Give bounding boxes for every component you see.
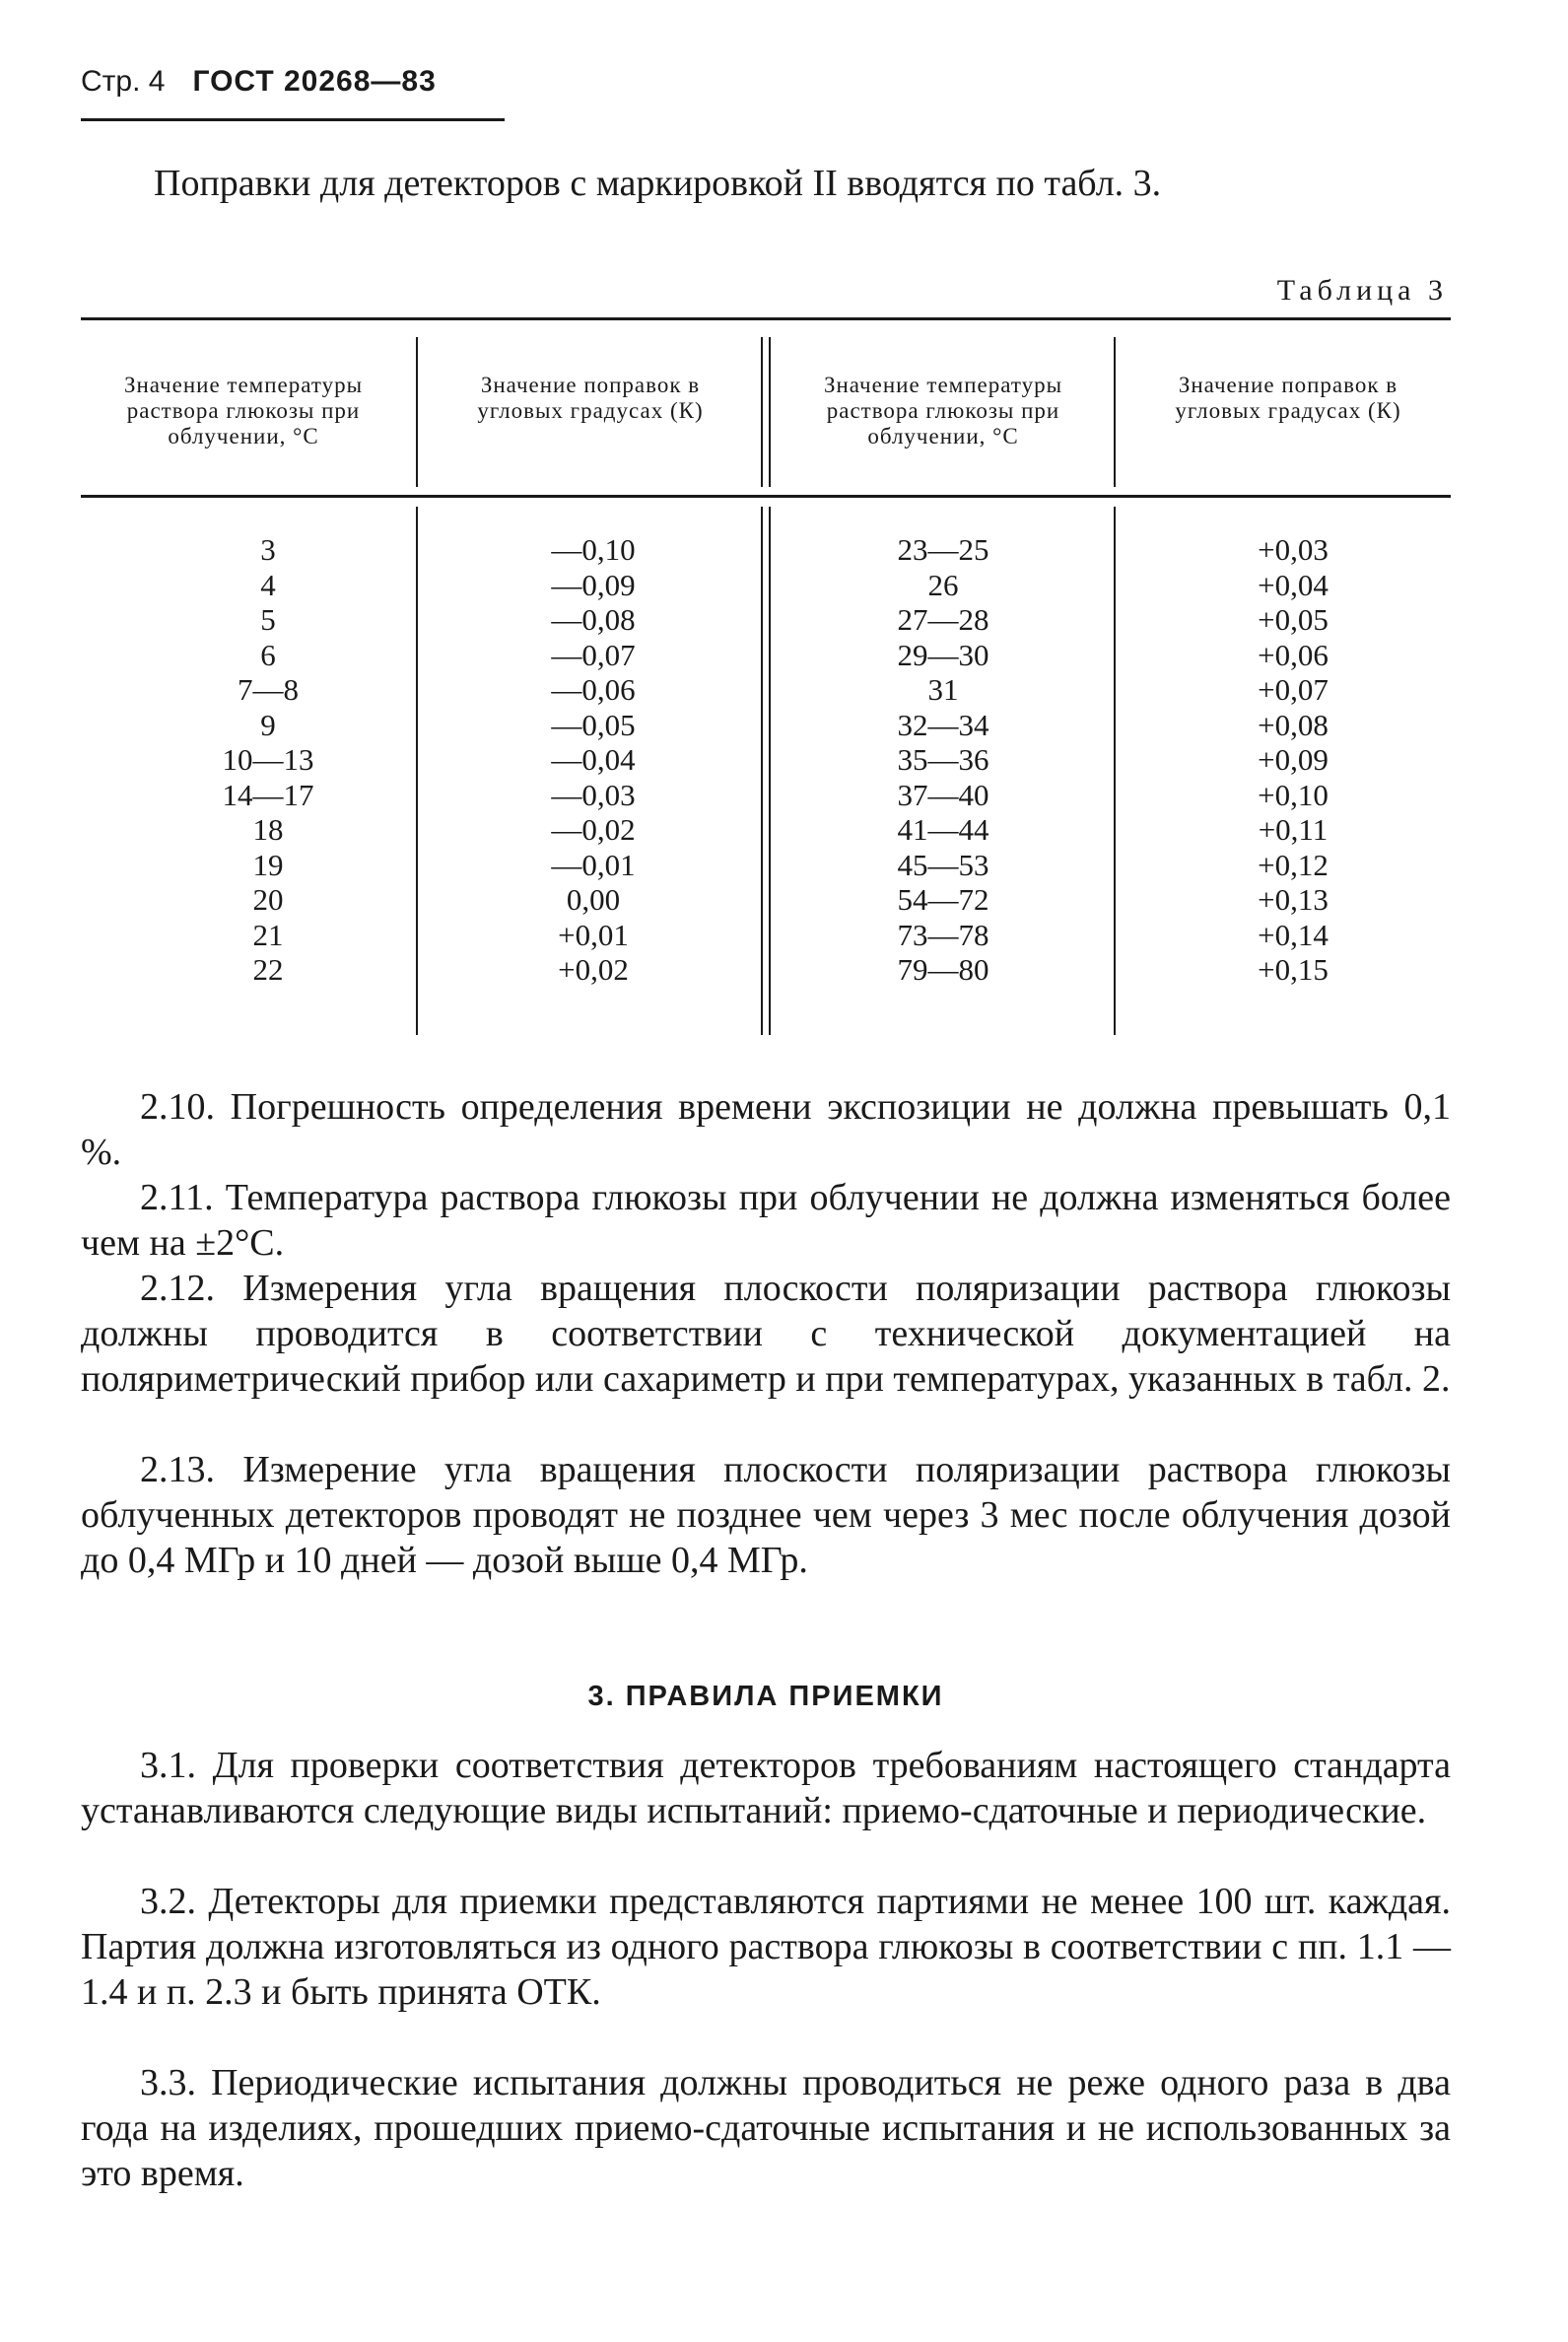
table-cell: —0,03 — [551, 777, 636, 812]
table-cell: +0,01 — [558, 917, 629, 952]
standard-code: ГОСТ 20268—83 — [192, 65, 437, 98]
table-cell: 23—25 — [897, 532, 989, 567]
paragraph-3-2: 3.2. Детекторы для приемки представляются партиями не менее 100 шт. каждая. Партия должна изготовляться из одного раствора глюкозы в соответствии с пп. 1.1 — 1.4 и п. 2.3 и быть принята ОТК. — [81, 1881, 1451, 2013]
section-title: 3. ПРАВИЛА ПРИЕМКИ — [587, 1681, 944, 1712]
header-line — [81, 65, 505, 99]
table-cell: +0,03 — [1258, 532, 1329, 567]
table-cell: +0,14 — [1258, 917, 1329, 952]
table-cell: —0,08 — [551, 602, 636, 637]
table-cell: +0,15 — [1258, 952, 1329, 987]
table-caption: Таблица 3 — [1276, 274, 1448, 307]
table-cell: 10—13 — [222, 742, 314, 777]
table-cell: 21 — [252, 917, 284, 952]
table-cell: 37—40 — [897, 777, 989, 812]
table-cell: —0,01 — [551, 847, 636, 882]
table-cell: —0,04 — [551, 742, 636, 777]
header-temperature-right: Значение температуры раствора глюкозы при облучении, °С — [823, 373, 1063, 448]
table-cell: 7—8 — [238, 672, 299, 707]
header-rule — [81, 118, 505, 121]
table-cell: +0,02 — [558, 952, 629, 987]
table-cell: 14—17 — [222, 777, 314, 812]
table-cell: 41—44 — [897, 812, 989, 847]
table-cell: 45—53 — [897, 847, 989, 882]
table-column-divider — [416, 337, 418, 487]
table-cell: 27—28 — [897, 602, 989, 637]
table-cell: +0,07 — [1258, 672, 1329, 707]
column-correction-right — [1214, 532, 1372, 988]
header-temperature-left: Значение температуры раствора глюкозы при облучении, °С — [123, 373, 364, 448]
intro-paragraph: Поправки для детекторов с маркировкой II вводятся по табл. 3. — [154, 163, 1162, 204]
table-cell: 31 — [927, 672, 959, 707]
table-cell: 20 — [252, 882, 284, 917]
table-column-divider — [1114, 337, 1116, 487]
table-cell: +0,10 — [1258, 777, 1329, 812]
table-cell: +0,05 — [1258, 602, 1329, 637]
table-cell: 9 — [260, 707, 276, 742]
table-cell: —0,09 — [551, 567, 636, 602]
table-cell: 6 — [260, 637, 276, 672]
table-cell: +0,06 — [1258, 637, 1329, 672]
table-cell: —0,07 — [551, 637, 636, 672]
paragraph-3-1: 3.1. Для проверки соответствия детекторов требованиям настоящего стандарта устанавливаются следующие виды испытаний: приемо-сдаточные и периодические. — [81, 1745, 1451, 1831]
page-number: Стр. 4 — [81, 65, 166, 98]
table-cell: +0,04 — [1258, 567, 1329, 602]
paragraph-2-12: 2.12. Измерения угла вращения плоскости поляризации раствора глюкозы должны проводится в соответствии с технической документацией на поляриметрический прибор или сахариметр и при температурах, указанных в табл. 2. — [81, 1268, 1451, 1400]
table-column-divider — [1114, 507, 1116, 1035]
paragraph-2-13: 2.13. Измерение угла вращения плоскости поляризации раствора глюкозы облученных детекторов проводят не позднее чем через 3 мес после облучения дозой до 0,4 МГр и 10 дней — дозой выше 0,4 МГр. — [81, 1449, 1451, 1581]
table-cell: 32—34 — [897, 707, 989, 742]
table-cell: 19 — [252, 847, 284, 882]
paragraph-2-11: 2.11. Температура раствора глюкозы при облучении не должна изменяться более чем на ±2°С. — [81, 1177, 1451, 1264]
table-cell: +0,12 — [1258, 847, 1329, 882]
table-cell: 35—36 — [897, 742, 989, 777]
table-cell: 0,00 — [566, 882, 621, 917]
paragraph-3-3: 3.3. Периодические испытания должны проводиться не реже одного раза в два года на изделиях, прошедших приемо-сдаточные испытания и не использованных за это время. — [81, 2062, 1451, 2194]
table-double-divider — [761, 337, 763, 487]
table-cell: +0,08 — [1258, 707, 1329, 742]
table-cell: 26 — [927, 567, 959, 602]
table-cell: 4 — [260, 567, 276, 602]
table-cell: —0,10 — [551, 532, 636, 567]
table-cell: 73—78 — [897, 917, 989, 952]
header-correction-right: Значение поправок в угловых градусах (К) — [1175, 373, 1401, 423]
column-correction-left — [514, 532, 672, 988]
table-cell: +0,13 — [1258, 882, 1329, 917]
table-cell: —0,05 — [551, 707, 636, 742]
header-correction-left: Значение поправок в угловых градусах (К) — [477, 373, 704, 423]
table-cell: 3 — [260, 532, 276, 567]
table-column-divider — [416, 507, 418, 1035]
table-cell: 18 — [252, 812, 284, 847]
column-temperature-right — [859, 532, 1027, 988]
table-cell: 54—72 — [897, 882, 989, 917]
table-cell: 22 — [252, 952, 284, 987]
table-cell: —0,02 — [551, 812, 636, 847]
table-cell: 5 — [260, 602, 276, 637]
table-double-divider — [769, 507, 771, 1035]
table-double-divider — [769, 337, 771, 487]
table-header-rule — [81, 495, 1451, 498]
column-temperature-left — [189, 532, 347, 988]
table-cell: 29—30 — [897, 637, 989, 672]
table-cell: 79—80 — [897, 952, 989, 987]
table-cell: +0,11 — [1258, 812, 1329, 847]
table-double-divider — [761, 507, 763, 1035]
table-top-rule — [81, 317, 1451, 320]
table-cell: —0,06 — [551, 672, 636, 707]
paragraph-2-10: 2.10. Погрешность определения времени экспозиции не должна превышать 0,1 %. — [81, 1086, 1451, 1173]
table-cell: +0,09 — [1258, 742, 1329, 777]
page-header — [81, 65, 505, 99]
